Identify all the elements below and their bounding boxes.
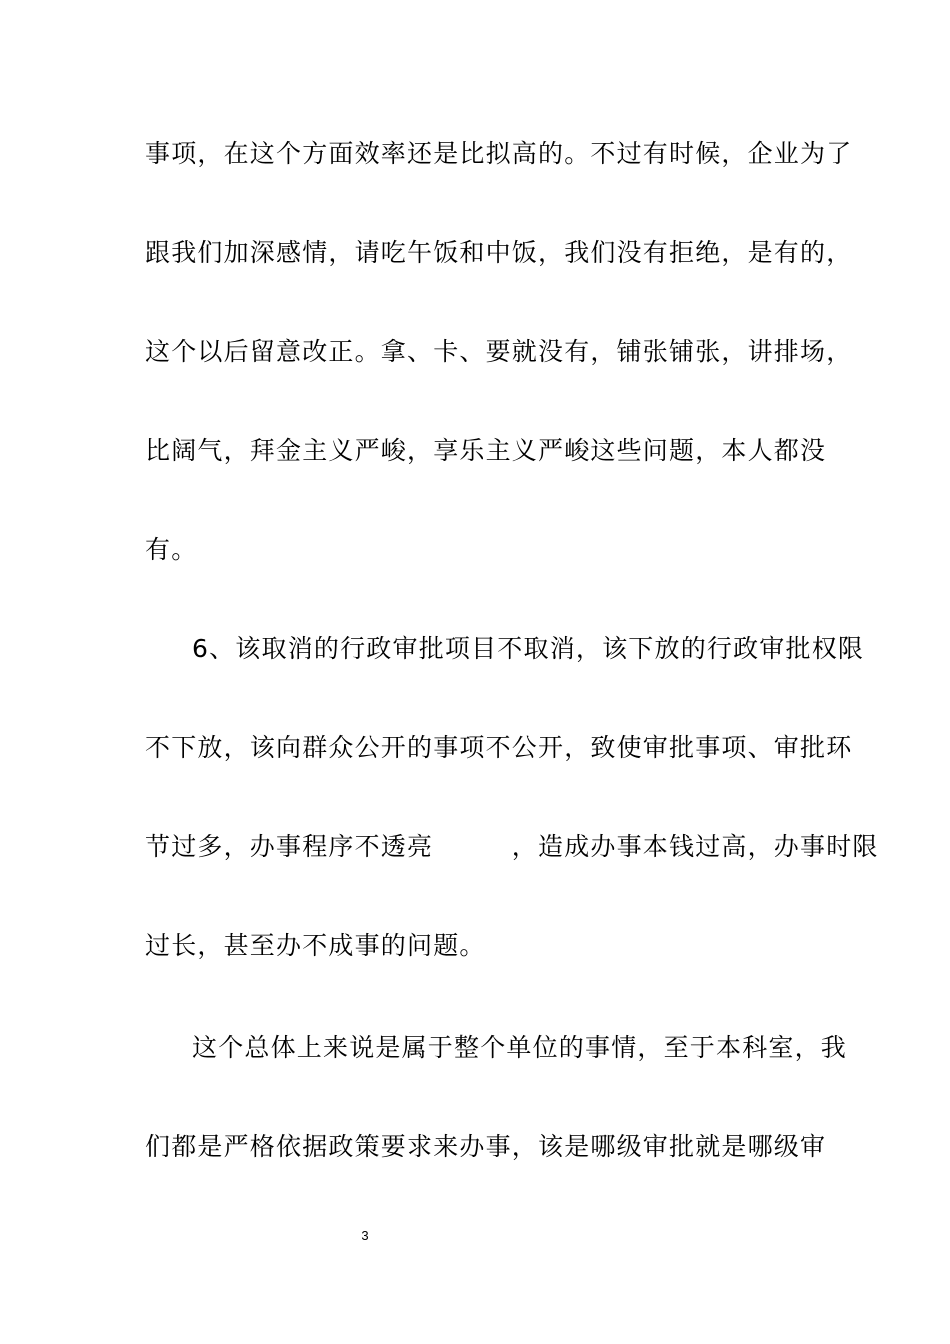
paragraph-line-1: 事项，在这个方面效率还是比拟高的。不过有时候，企业为了 <box>145 139 853 168</box>
page-number: 3 <box>361 1228 369 1243</box>
paragraph-line-7: 不下放，该向群众公开的事项不公开，致使审批事项、审批环 <box>145 733 853 762</box>
paragraph-line-6: 6、该取消的行政审批项目不取消，该下放的行政审批权限 <box>192 634 865 663</box>
paragraph-line-5: 有。 <box>145 535 198 564</box>
paragraph-line-3: 这个以后留意改正。拿、卡、要就没有，铺张铺张，讲排场， <box>145 337 853 366</box>
paragraph-line-4: 比阔气，拜金主义严峻，享乐主义严峻这些问题，本人都没 <box>145 436 827 465</box>
paragraph-line-10: 这个总体上来说是属于整个单位的事情，至于本科室，我 <box>192 1033 848 1062</box>
paragraph-line-9: 过长，甚至办不成事的问题。 <box>145 931 486 960</box>
paragraph-line-8: 节过多，办事程序不透亮 ，造成办事本钱过高，办事时限 <box>145 832 879 861</box>
paragraph-line-2: 跟我们加深感情，请吃午饭和中饭，我们没有拒绝，是有的， <box>145 238 853 267</box>
paragraph-line-11: 们都是严格依据政策要求来办事，该是哪级审批就是哪级审 <box>145 1132 827 1161</box>
